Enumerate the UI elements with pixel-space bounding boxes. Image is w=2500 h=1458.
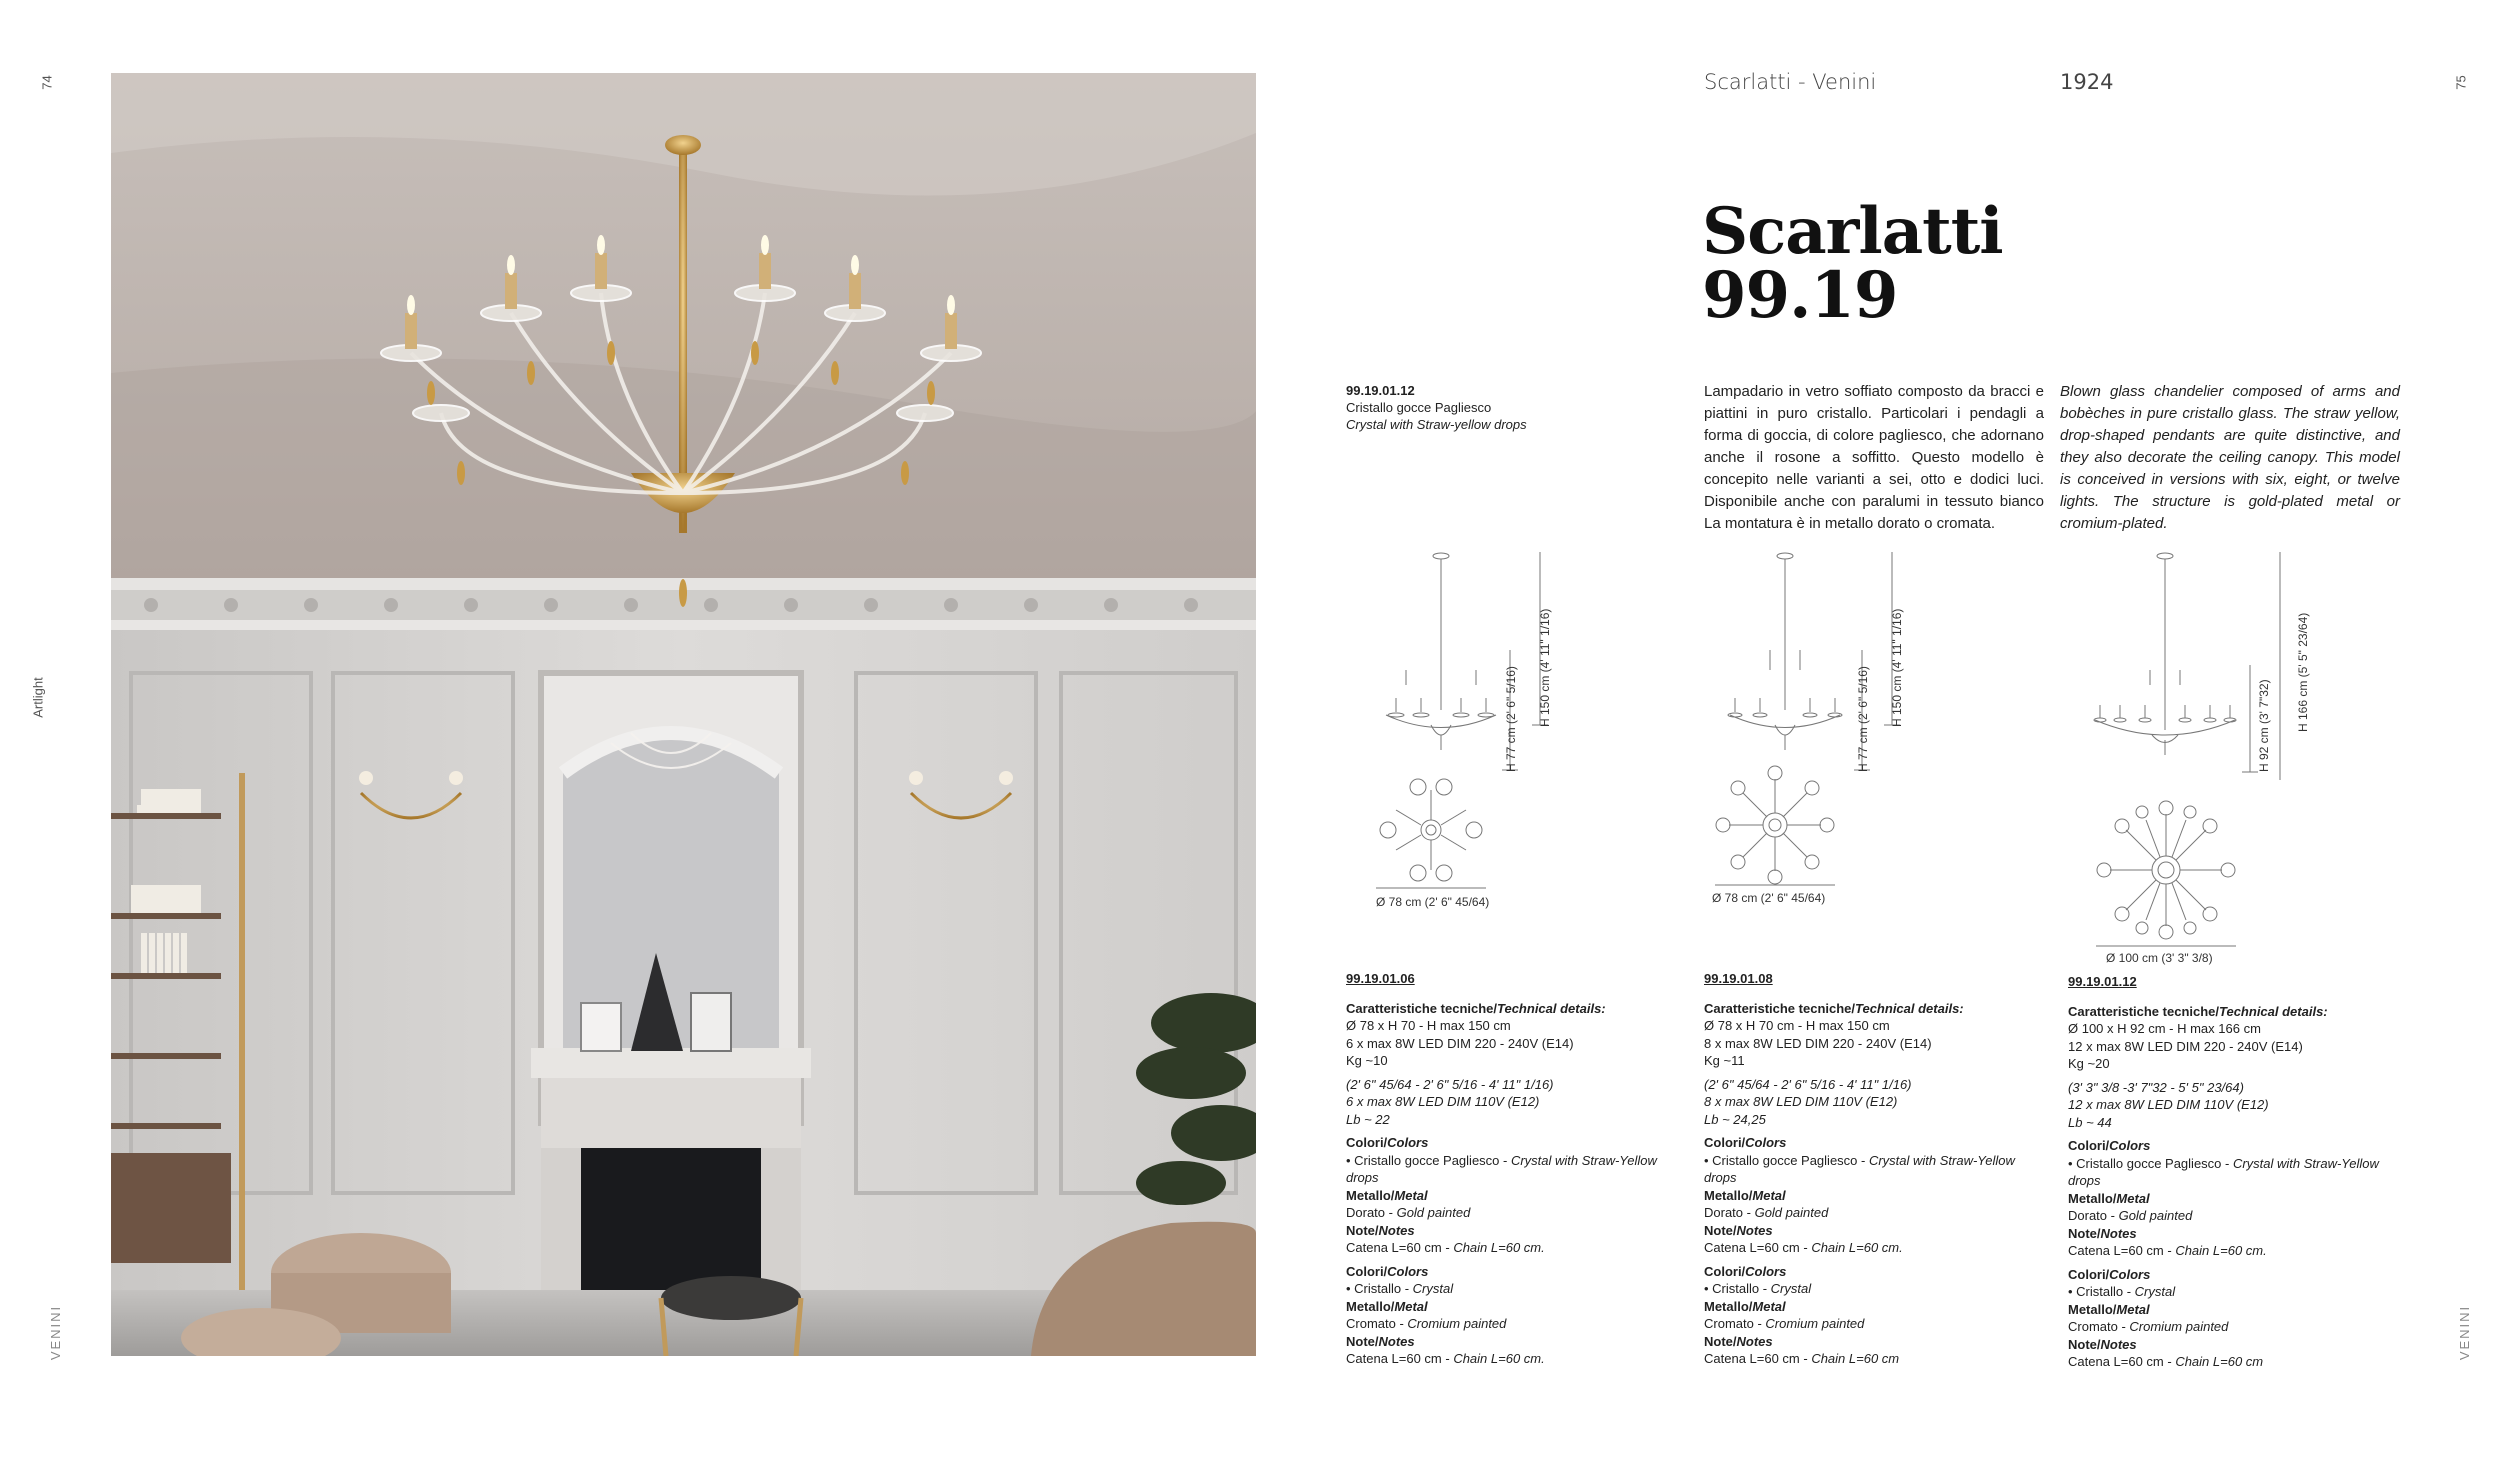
metal-it: Metallo/: [1346, 1298, 1395, 1314]
notes-en: Notes: [2100, 1225, 2137, 1241]
notes-desc-it: Catena L=60 cm -: [2068, 1354, 2176, 1369]
metal-desc-en: Gold painted: [1754, 1205, 1829, 1220]
collection-name: Scarlatti - Venini: [1704, 70, 1877, 94]
notes-it: Note/: [1704, 1222, 1737, 1238]
spec-code: 99.19.01.08: [1704, 971, 1773, 986]
notes-desc-en: Chain L=60 cm: [1811, 1351, 1900, 1366]
spec-imp-lamps: 8 x max 8W LED DIM 110V (E12): [1704, 1094, 1898, 1109]
dim-h-large-1: H 150 cm (4' 11" 1/16): [1538, 608, 1552, 727]
notes-desc-it: Catena L=60 cm -: [1704, 1351, 1812, 1366]
notes-en: Notes: [2100, 1336, 2137, 1352]
color-desc-en: Crystal with Straw-Yellow drops: [1346, 1152, 1657, 1185]
metal-it: Metallo/: [2068, 1301, 2117, 1317]
notes-it: Note/: [1704, 1333, 1737, 1349]
dim-diameter-2: Ø 78 cm (2' 6" 45/64): [1712, 891, 1826, 905]
colors-en: Colors: [1745, 1135, 1787, 1150]
colors-it: Colori/: [2068, 1266, 2110, 1282]
description-italian: Lampadario in vetro soffiato composto da bracci e piattini in puro cristallo. Particolari i pendagli a forma di goccia, di colore pagliesco, che adornano anche il rosone a soffitto. Questo modello è concepito nelle varianti a sei, otto e dodici luci. Disponibile anche con paralumi in tessuto bianco La montatura è in metallo dorato o cromata.: [1704, 383, 2044, 532]
color-desc-it: • Cristallo -: [1704, 1281, 1771, 1296]
spec-dims: Ø 78 x H 70 - H max 150 cm: [1346, 1018, 1511, 1033]
spec-imp-weight: Lb ~ 44: [2068, 1114, 2112, 1130]
spec-tech-it: Caratteristiche tecniche/: [1346, 1000, 1498, 1016]
dim-h-small-1: H 77 cm (2' 6" 5/16): [1504, 666, 1518, 772]
spec-lamps: 8 x max 8W LED DIM 220 - 240V (E14): [1704, 1035, 1932, 1051]
variant-heading: [1346, 382, 1527, 433]
color-desc-en: Crystal: [1770, 1281, 1812, 1296]
notes-desc-en: Chain L=60 cm.: [2175, 1243, 2267, 1258]
color-desc-it: • Cristallo -: [1346, 1281, 1413, 1296]
metal-desc-it: Cromato -: [1704, 1316, 1766, 1331]
spec-tech-it: Caratteristiche tecniche/: [2068, 1003, 2220, 1019]
metal-desc-en: Cromium painted: [1765, 1316, 1865, 1331]
color-desc-it: • Cristallo gocce Pagliesco -: [2068, 1155, 2233, 1171]
metal-it: Metallo/: [2068, 1190, 2117, 1206]
spec-tech-en: Technical details:: [2219, 1003, 2328, 1019]
spec-weight: Kg ~20: [2068, 1056, 2110, 1071]
dim-diameter-3: Ø 100 cm (3' 3" 3/8): [2106, 951, 2213, 965]
right-page-number: 75: [2453, 75, 2469, 90]
colors-en: Colors: [1387, 1135, 1429, 1150]
metal-it: Metallo/: [1346, 1187, 1395, 1203]
drawing-plan-12: [2096, 800, 2236, 940]
metal-desc-it: Cromato -: [1346, 1316, 1408, 1331]
metal-en: Metal: [1752, 1187, 1786, 1203]
metal-desc-en: Cromium painted: [1407, 1316, 1507, 1331]
notes-desc-en: Chain L=60 cm: [2175, 1354, 2264, 1369]
dim-h-large-2: H 150 cm (4' 11" 1/16): [1890, 608, 1904, 727]
spec-imp-dims: (3' 3" 3/8 -3' 7"32 - 5' 5" 23/64): [2068, 1079, 2244, 1095]
dim-diameter-1: Ø 78 cm (2' 6" 45/64): [1376, 895, 1490, 909]
drawing-plan-8: [1715, 765, 1835, 885]
metal-it: Metallo/: [1704, 1187, 1753, 1203]
notes-desc-it: Catena L=60 cm -: [1346, 1351, 1454, 1366]
color-desc-it: • Cristallo gocce Pagliesco -: [1704, 1152, 1869, 1168]
notes-en: Notes: [1736, 1222, 1773, 1238]
colors-it: Colori/: [1704, 1135, 1746, 1150]
metal-en: Metal: [1752, 1298, 1786, 1314]
notes-desc-it: Catena L=60 cm -: [1704, 1240, 1812, 1255]
metal-desc-en: Gold painted: [2118, 1208, 2193, 1223]
spec-imp-lamps: 6 x max 8W LED DIM 110V (E12): [1346, 1094, 1540, 1109]
drawing-diameter-line-1: [1376, 885, 1486, 891]
description-english: Blown glass chandelier composed of arms and bobèches in pure cristallo glass. The straw yellow, drop-shaped pendants are quite distinctive, and they also decorate the ceiling canopy. This model is conceived in versions with six, eight, or twelve lights. The structure is gold-plated metal or cromium-plated.: [2060, 383, 2400, 532]
dim-h-small-3: H 92 cm (3' 7"32): [2257, 679, 2271, 772]
metal-desc-it: Dorato -: [1704, 1205, 1755, 1220]
notes-desc-en: Chain L=60 cm.: [1811, 1240, 1903, 1255]
drawing-plan-6: [1376, 775, 1486, 885]
notes-en: Notes: [1378, 1333, 1415, 1349]
colors-it: Colori/: [1346, 1263, 1388, 1279]
spec-weight: Kg ~11: [1704, 1053, 1745, 1068]
spec-lamps: 12 x max 8W LED DIM 220 - 240V (E14): [2068, 1038, 2303, 1054]
drawing-elevation-8: [1720, 550, 1850, 770]
notes-desc-en: Chain L=60 cm.: [1453, 1240, 1545, 1255]
colors-it: Colori/: [2068, 1138, 2110, 1153]
colors-en: Colors: [1387, 1263, 1429, 1279]
spec-imp-lamps: 12 x max 8W LED DIM 110V (E12): [2068, 1097, 2269, 1112]
spec-code: 99.19.01.06: [1346, 971, 1415, 986]
spec-tech-en: Technical details:: [1855, 1000, 1964, 1016]
product-title: [1702, 194, 2003, 333]
drawing-diameter-line-2: [1715, 882, 1835, 888]
notes-desc-it: Catena L=60 cm -: [1346, 1240, 1454, 1255]
color-desc-it: • Cristallo gocce Pagliesco -: [1346, 1152, 1511, 1168]
spec-tech-it: Caratteristiche tecniche/: [1704, 1000, 1856, 1016]
notes-it: Note/: [2068, 1225, 2101, 1241]
drawing-elevation-6: [1376, 550, 1506, 770]
notes-desc-en: Chain L=60 cm.: [1453, 1351, 1545, 1366]
spec-imp-dims: (2' 6" 45/64 - 2' 6" 5/16 - 4' 11" 1/16): [1346, 1076, 1554, 1092]
product-title-name: Scarlatti: [1702, 194, 2003, 269]
spec-column-8: [1704, 970, 2034, 1368]
notes-it: Note/: [1346, 1222, 1379, 1238]
side-label: Artlight: [30, 677, 46, 718]
brand-left: VENINI: [48, 1304, 64, 1361]
spec-imp-dims: (2' 6" 45/64 - 2' 6" 5/16 - 4' 11" 1/16): [1704, 1076, 1912, 1092]
colors-en: Colors: [2109, 1138, 2151, 1153]
brand-right: VENINI: [2457, 1304, 2473, 1361]
spec-imp-weight: Lb ~ 24,25: [1704, 1111, 1766, 1127]
metal-desc-it: Dorato -: [2068, 1208, 2119, 1223]
variant-code: 99.19.01.12: [1346, 383, 1415, 398]
color-desc-it: • Cristallo -: [2068, 1284, 2135, 1299]
variant-it: Cristallo gocce Pagliesco: [1346, 400, 1492, 415]
metal-en: Metal: [1394, 1187, 1428, 1203]
interior-photo: [111, 73, 1256, 1356]
metal-en: Metal: [1394, 1298, 1428, 1314]
notes-en: Notes: [1736, 1333, 1773, 1349]
metal-en: Metal: [2116, 1301, 2150, 1317]
metal-desc-it: Cromato -: [2068, 1319, 2130, 1334]
colors-it: Colori/: [1346, 1135, 1388, 1150]
product-title-code: 99.19: [1702, 258, 1898, 333]
drawing-diameter-line-3: [2096, 943, 2236, 949]
spec-lamps: 6 x max 8W LED DIM 220 - 240V (E14): [1346, 1035, 1574, 1051]
colors-it: Colori/: [1704, 1263, 1746, 1279]
collection-year: 1924: [2060, 70, 2114, 94]
spec-dims: Ø 78 x H 70 cm - H max 150 cm: [1704, 1018, 1890, 1033]
color-desc-en: Crystal with Straw-Yellow drops: [2068, 1155, 2379, 1188]
color-desc-en: Crystal: [1412, 1281, 1454, 1296]
spec-column-6: [1346, 970, 1676, 1368]
spec-imp-weight: Lb ~ 22: [1346, 1111, 1390, 1127]
drawing-elevation-12: [2090, 550, 2240, 770]
dim-h-small-2: H 77 cm (2' 6" 5/16): [1856, 666, 1870, 772]
metal-desc-it: Dorato -: [1346, 1205, 1397, 1220]
left-page-number: 74: [39, 75, 55, 90]
notes-desc-it: Catena L=60 cm -: [2068, 1243, 2176, 1258]
metal-desc-en: Gold painted: [1396, 1205, 1471, 1220]
color-desc-en: Crystal: [2134, 1284, 2176, 1299]
spec-weight: Kg ~10: [1346, 1053, 1388, 1068]
notes-en: Notes: [1378, 1222, 1415, 1238]
metal-it: Metallo/: [1704, 1298, 1753, 1314]
dim-h-large-3: H 166 cm (5' 5" 23/64): [2296, 612, 2310, 732]
spec-code: 99.19.01.12: [2068, 974, 2137, 989]
metal-desc-en: Cromium painted: [2129, 1319, 2229, 1334]
metal-en: Metal: [2116, 1190, 2150, 1206]
variant-en: Crystal with Straw-yellow drops: [1346, 417, 1527, 432]
spec-column-12: [2068, 973, 2398, 1371]
colors-en: Colors: [1745, 1263, 1787, 1279]
notes-it: Note/: [2068, 1336, 2101, 1352]
notes-it: Note/: [1346, 1333, 1379, 1349]
spec-tech-en: Technical details:: [1497, 1000, 1606, 1016]
colors-en: Colors: [2109, 1266, 2151, 1282]
spec-dims: Ø 100 x H 92 cm - H max 166 cm: [2068, 1021, 2261, 1036]
color-desc-en: Crystal with Straw-Yellow drops: [1704, 1152, 2015, 1185]
